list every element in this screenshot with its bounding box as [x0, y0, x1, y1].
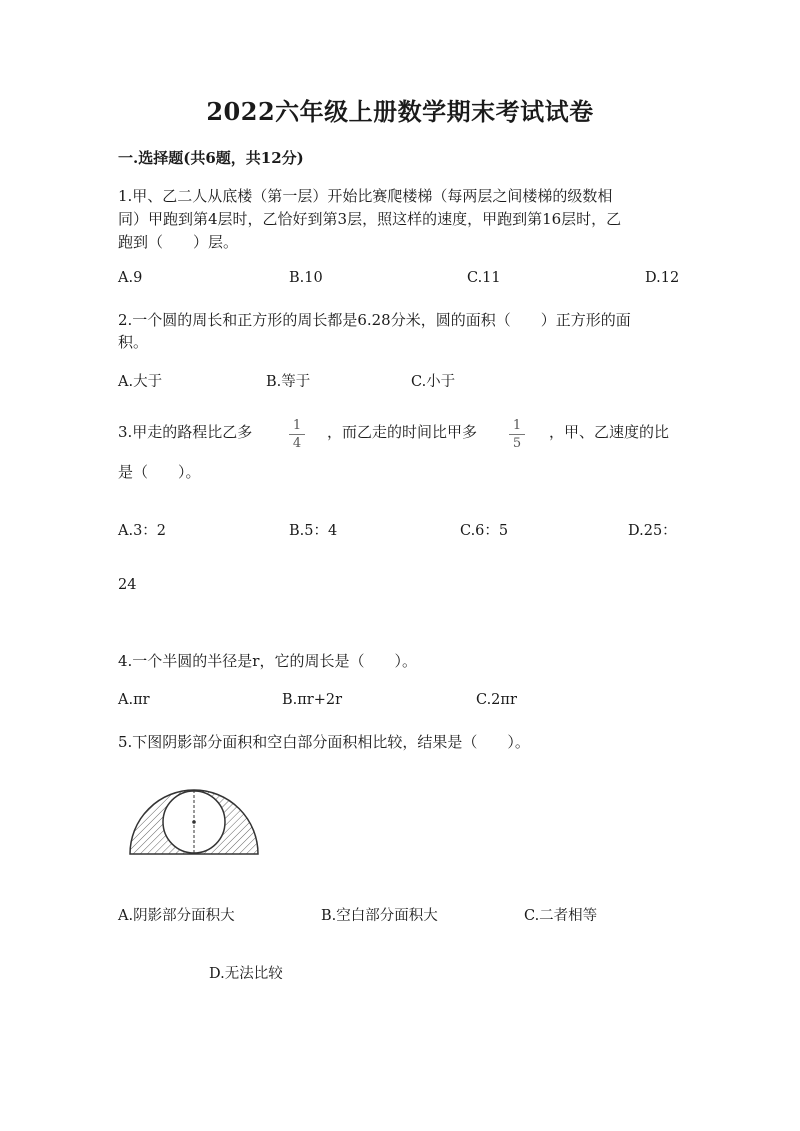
q3-fraction-1-denominator: 4	[292, 436, 302, 451]
q5-option-c[interactable]: C.二者相等	[524, 908, 598, 924]
q2-line-2: 积。	[118, 333, 149, 351]
q1-line-3: 跑到（ ）层。	[118, 233, 239, 251]
q3-fraction-2-numerator: 1	[512, 418, 522, 433]
q3-option-c[interactable]: C.6：5	[460, 523, 509, 539]
q5-option-b[interactable]: B.空白部分面积大	[321, 908, 438, 924]
q3-fraction-2-denominator: 5	[512, 436, 522, 451]
q3-line-2: 是（ ）。	[118, 463, 201, 481]
q3-text-part-3: ，甲、乙速度的比	[549, 423, 670, 441]
q5-option-d[interactable]: D.无法比较	[209, 966, 283, 982]
q3-fraction-1-numerator: 1	[292, 418, 302, 433]
q1-option-d[interactable]: D.12	[645, 270, 680, 286]
q1-option-c[interactable]: C.11	[467, 270, 501, 286]
q3-option-d-continued: 24	[118, 577, 137, 593]
q4-option-c[interactable]: C.2πr	[476, 692, 517, 708]
q3-option-b[interactable]: B.5：4	[289, 523, 338, 539]
q2-option-b[interactable]: B.等于	[266, 374, 311, 390]
q3-option-d[interactable]: D.25：	[628, 523, 677, 539]
section-heading: 一.选择题(共6题，共12分)	[118, 149, 304, 167]
center-point	[192, 820, 196, 824]
q2-line-1: 2.一个圆的周长和正方形的周长都是6.28分米，圆的面积（ ）正方形的面	[118, 311, 631, 329]
semicircle-figure	[128, 788, 260, 860]
q3-fraction-2	[509, 418, 525, 451]
q3-text-part-1: 3.甲走的路程比乙多	[118, 423, 253, 441]
q4-option-b[interactable]: B.πr+2r	[282, 692, 343, 708]
q5-line-1: 5.下图阴影部分面积和空白部分面积相比较，结果是（ ）。	[118, 733, 530, 751]
q1-line-2: 同）甲跑到第4层时，乙恰好到第3层，照这样的速度，甲跑到第16层时，乙	[118, 210, 622, 228]
q5-option-a[interactable]: A.阴影部分面积大	[118, 908, 235, 924]
q4-option-a[interactable]: A.πr	[118, 692, 150, 708]
page-title: 2022六年级上册数学期末考试试卷	[206, 97, 594, 126]
q2-option-c[interactable]: C.小于	[411, 374, 456, 390]
q3-fraction-1	[289, 418, 305, 451]
q1-option-b[interactable]: B.10	[289, 270, 323, 286]
q4-line-1: 4.一个半圆的半径是r，它的周长是（ ）。	[118, 652, 417, 670]
q2-option-a[interactable]: A.大于	[118, 374, 163, 390]
q1-option-a[interactable]: A.9	[118, 270, 143, 286]
q3-option-a[interactable]: A.3：2	[118, 523, 167, 539]
q3-text-part-2: ，而乙走的时间比甲多	[327, 423, 478, 441]
q1-line-1: 1.甲、乙二人从底楼（第一层）开始比赛爬楼梯（每两层之间楼梯的级数相	[118, 187, 613, 205]
